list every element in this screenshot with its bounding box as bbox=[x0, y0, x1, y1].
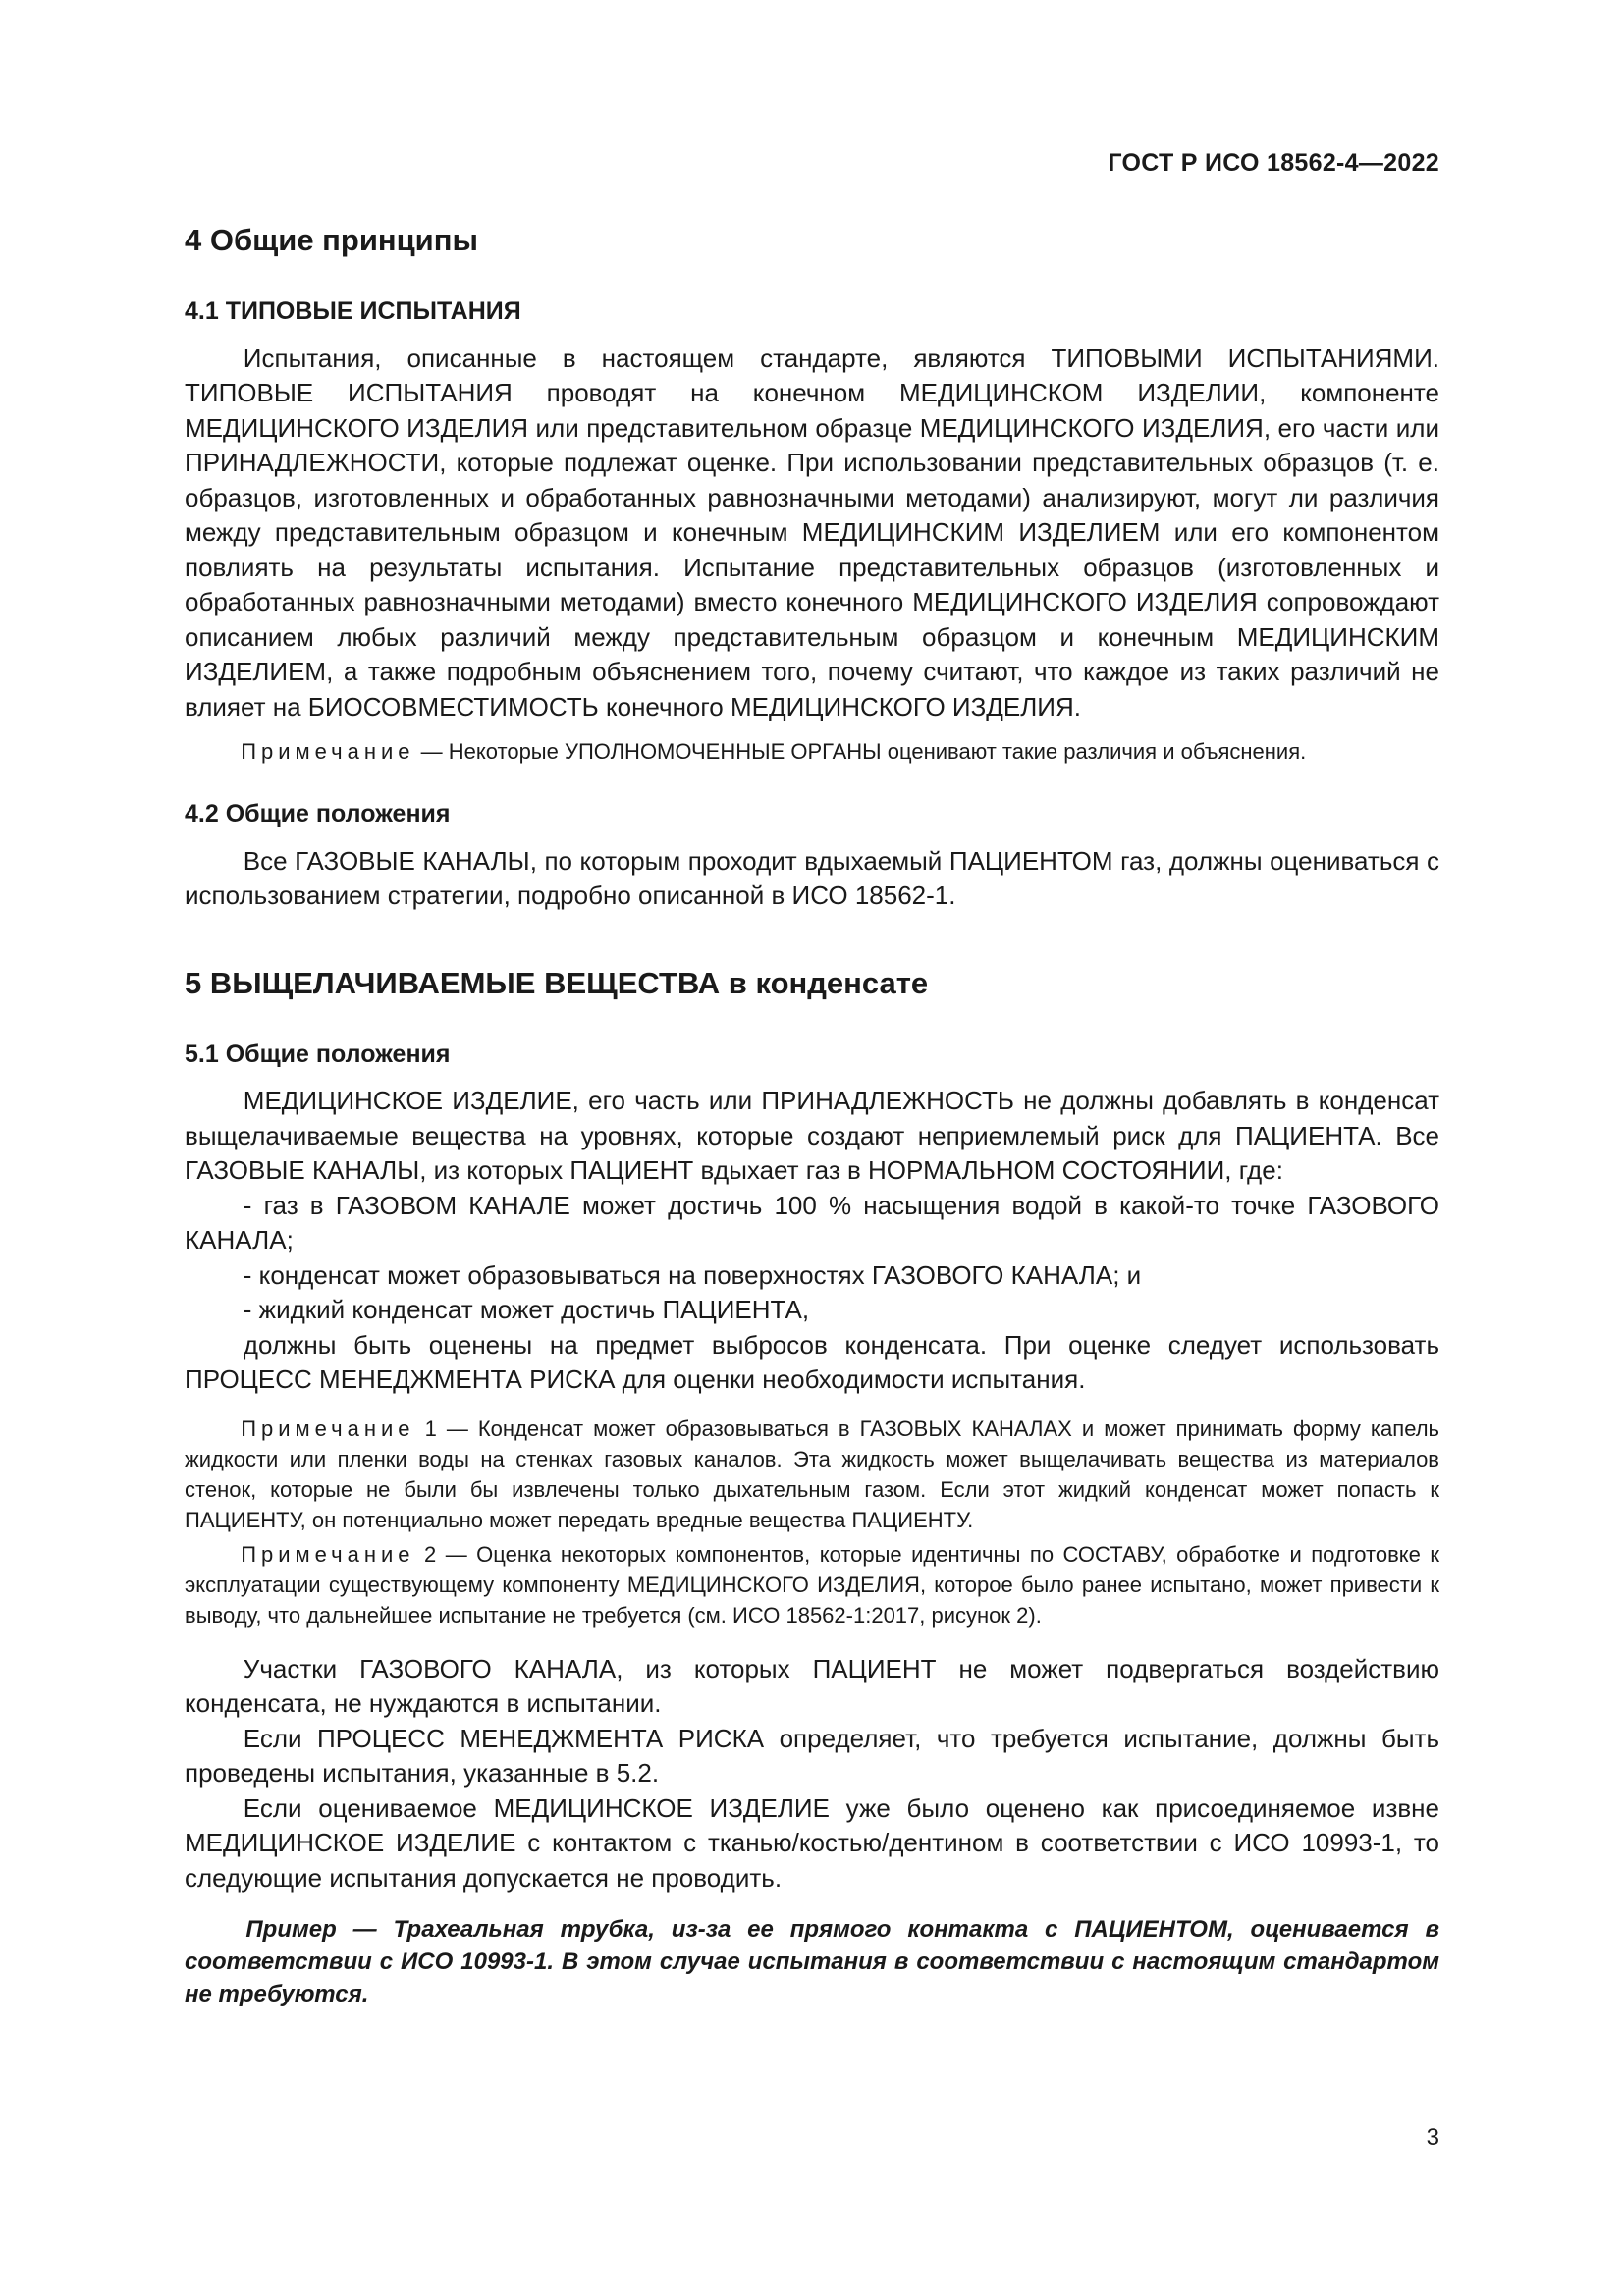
list-item-2: - конденсат может образовываться на поверхностях ГАЗОВОГО КАНАЛА; и bbox=[243, 1259, 1142, 1290]
note-5-1-2 bbox=[185, 1539, 1439, 1630]
page-content bbox=[185, 222, 1439, 2010]
paragraph-5-1-conclusion: должны быть оценены на предмет выбросов конденсата. При оценке следует использовать ПРОЦЕСС МЕНЕДЖМЕНТА РИСКА для оценки необходимости испытания. bbox=[185, 1329, 1439, 1395]
subsection-4-2-heading: 4.2 Общие положения bbox=[185, 800, 451, 828]
paragraph-5-1-sections: Участки ГАЗОВОГО КАНАЛА, из которых ПАЦИЕНТ не может подвергаться воздействию конденсата, не нуждаются в испытании. bbox=[185, 1653, 1439, 1719]
section-4-heading: 4 Общие принципы bbox=[185, 223, 478, 257]
note-text: 2 — Оценка некоторых компонентов, которые идентичны по СОСТАВУ, обработке и подготовке к эксплуатации существующему компоненту МЕДИЦИНСКОГО ИЗДЕЛИЯ, которое было ранее испытано, может привести к выводу, что дальнейшее испытание не требуется (см. ИСО 18562-1:2017, рисунок 2). bbox=[185, 1541, 1439, 1628]
paragraph-5-1-risk: Если ПРОЦЕСС МЕНЕДЖМЕНТА РИСКА определяет, что требуется испытание, должны быть проведены испытания, указанные в 5.2. bbox=[185, 1723, 1439, 1789]
section-5-heading: 5 ВЫЩЕЛАЧИВАЕМЫЕ ВЕЩЕСТВА в конденсате bbox=[185, 965, 929, 1000]
note-4-1 bbox=[185, 736, 1439, 767]
paragraph-4-2: Все ГАЗОВЫЕ КАНАЛЫ, по которым проходит вдыхаемый ПАЦИЕНТОМ газ, должны оцениваться с использованием стратегии, подробно описанной в ИСО 18562-1. bbox=[185, 845, 1439, 911]
paragraph-5-1-exemption: Если оцениваемое МЕДИЦИНСКОЕ ИЗДЕЛИЕ уже было оценено как присоединяемое извне МЕДИЦИНСКОЕ ИЗДЕЛИЕ с контактом с тканью/костью/дентином в соответствии с ИСО 10993-1, то следующие испытания допускается не проводить. bbox=[185, 1792, 1439, 1893]
document-code-header: ГОСТ Р ИСО 18562-4—2022 bbox=[1108, 149, 1439, 177]
list-item-1: - газ в ГАЗОВОМ КАНАЛЕ может достичь 100 % насыщения водой в какой-то точке ГАЗОВОГО КАНАЛА; bbox=[185, 1190, 1439, 1255]
subsection-4-1-heading: 4.1 ТИПОВЫЕ ИСПЫТАНИЯ bbox=[185, 297, 521, 326]
note-5-1-1 bbox=[185, 1414, 1439, 1535]
note-label: Примечание bbox=[241, 1541, 415, 1567]
note-label: Примечание bbox=[241, 1415, 415, 1441]
paragraph-5-1-intro: МЕДИЦИНСКОЕ ИЗДЕЛИЕ, его часть или ПРИНАДЛЕЖНОСТЬ не должны добавлять в конденсат выщелачиваемые вещества на уровнях, которые создают неприемлемый риск для ПАЦИЕНТА. Все ГАЗОВЫЕ КАНАЛЫ, из которых ПАЦИЕНТ вдыхает газ в НОРМАЛЬНОМ СОСТОЯНИИ, где: bbox=[185, 1086, 1439, 1186]
paragraph-4-1: Испытания, описанные в настоящем стандарте, являются ТИПОВЫМИ ИСПЫТАНИЯМИ. ТИПОВЫЕ ИСПЫТАНИЯ проводят на конечном МЕДИЦИНСКОМ ИЗДЕЛИИ, компоненте МЕДИЦИНСКОГО ИЗДЕЛИЯ или представительном образце МЕДИЦИНСКОГО ИЗДЕЛИЯ, его части или ПРИНАДЛЕЖНОСТИ, которые подлежат оценке. При использовании представительных образцов (т. е. образцов, изготовленных и обработанных равнозначными методами) анализируют, могут ли различия между представительным образцом и конечным МЕДИЦИНСКИМ ИЗДЕЛИЕМ или его компонентом повлиять на результаты испытания. Испытание представительных образцов (изготовленных и обработанных равнозначными методами) вместо конечного МЕДИЦИНСКОГО ИЗДЕЛИЯ сопровождают описанием любых различий между представительным образцом и конечным МЕДИЦИНСКИМ ИЗДЕЛИЕМ, а также подробным объяснением того, почему считают, что каждое из таких различий не влияет на БИОСОВМЕСТИМОСТЬ конечного МЕДИЦИНСКОГО ИЗДЕЛИЯ. bbox=[185, 343, 1439, 721]
note-text: — Некоторые УПОЛНОМОЧЕННЫЕ ОРГАНЫ оценивают такие различия и объяснения. bbox=[414, 739, 1307, 765]
subsection-5-1-heading: 5.1 Общие положения bbox=[185, 1040, 451, 1068]
example-text: Пример — Трахеальная трубка, из-за ее прямого контакта с ПАЦИЕНТОМ, оценивается в соответствии с ИСО 10993-1. В этом случае испытания в соответствии с настоящим стандартом не требуются. bbox=[185, 1916, 1439, 2008]
note-text: 1 — Конденсат может образовываться в ГАЗОВЫХ КАНАЛАХ и может принимать форму капель жидкости или пленки воды на стенках газовых каналов. Эта жидкость может выщелачивать вещества из материалов стенок, которые не были бы извлечены только дыхательным газом. Если этот жидкий конденсат может попасть к ПАЦИЕНТУ, он потенциально может передать вредные вещества ПАЦИЕНТУ. bbox=[185, 1415, 1439, 1532]
note-label: Примечание bbox=[241, 739, 415, 765]
page-number: 3 bbox=[1426, 2124, 1439, 2151]
list-item-3: - жидкий конденсат может достичь ПАЦИЕНТА, bbox=[243, 1295, 810, 1325]
